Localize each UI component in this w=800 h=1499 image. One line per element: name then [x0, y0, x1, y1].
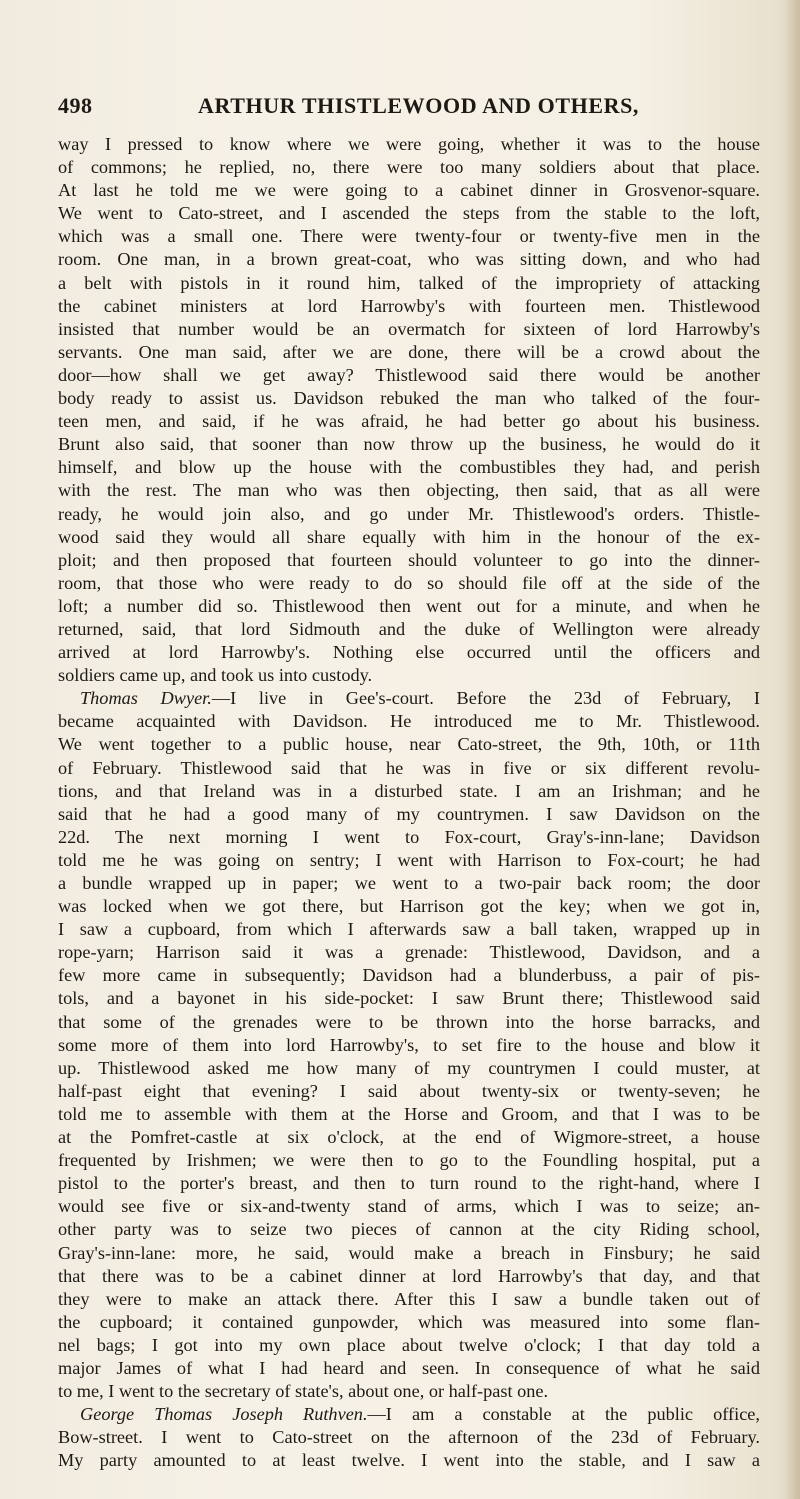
paragraph-2 — [58, 687, 760, 1403]
text-line: major James of what I had heard and seen. In consequence of what he said — [58, 1357, 760, 1378]
text-line: I saw a cupboard, from which I afterwards saw a ball taken, wrapped up in — [58, 919, 760, 940]
text-line: became acquainted with Davidson. He introduced me to Mr. Thistlewood. — [58, 711, 760, 732]
text-line: of February. Thistlewood said that he was in five or six different revolu- — [58, 757, 760, 778]
text-line: loft; a number did so. Thistlewood then went out for a minute, and when he — [58, 595, 760, 616]
text-line: way I pressed to know where we were going, whether it was to the house — [58, 134, 760, 154]
paragraph-3 — [58, 1403, 760, 1472]
text-line: with the rest. The man who was then objecting, then said, that as all were — [58, 480, 760, 501]
text-line: a belt with pistols in it round him, talked of the impropriety of attacking — [58, 272, 760, 293]
text-line: wood said they would all share equally with him in the honour of the ex- — [58, 526, 760, 547]
paragraph-first-line — [58, 687, 760, 710]
text-line: half-past eight that evening? I said about twenty-six or twenty-seven; he — [58, 1080, 760, 1101]
text-line: returned, said, that lord Sidmouth and the duke of Wellington were already — [58, 618, 760, 639]
text-line: room, that those who were ready to do so should file off at the side of the — [58, 572, 760, 593]
page-header — [58, 93, 760, 123]
text-line: We went to Cato-street, and I ascended the steps from the stable to the loft, — [58, 203, 760, 224]
body-text — [58, 133, 760, 1472]
text-line: My party amounted to at least twelve. I went into the stable, and I saw a — [58, 1450, 760, 1471]
text-line: rope-yarn; Harrison said it was a grenade: Thistlewood, Davidson, and a — [58, 942, 760, 963]
text-line: that there was to be a cabinet dinner at lord Harrowby's that day, and that — [58, 1265, 760, 1286]
text-line: teen men, and said, if he was afraid, he had better go about his business. — [58, 411, 760, 432]
text-line: 22d. The next morning I went to Fox-court, Gray's-inn-lane; Davidson — [58, 826, 760, 847]
page-number: 498 — [58, 93, 93, 118]
line-text: —I am a constable at the public office, — [367, 1404, 760, 1425]
text-line: servants. One man said, after we are done, there will be a crowd about the — [58, 341, 760, 362]
line-text: —I live in Gee's-court. Before the 23d of February, I — [211, 688, 760, 709]
text-line: to me, I went to the secretary of state's, about one, or half-past one. — [58, 1381, 549, 1402]
text-line: Bow-street. I went to Cato-street on the afternoon of the 23d of February. — [58, 1427, 760, 1448]
text-line: of commons; he replied, no, there were too many soldiers about that place. — [58, 157, 760, 178]
text-line: door—how shall we get away? Thistlewood said there would be another — [58, 364, 760, 385]
text-line: was locked when we got there, but Harrison got the key; when we got in, — [58, 896, 760, 917]
paragraph-1 — [58, 133, 760, 687]
text-line: Gray's-inn-lane: more, he said, would make a breach in Finsbury; he said — [58, 1242, 760, 1263]
text-line: body ready to assist us. Davidson rebuked the man who talked of the four- — [58, 388, 760, 409]
text-line: at the Pomfret-castle at six o'clock, at the end of Wigmore-street, a house — [58, 1127, 760, 1148]
text-line: nel bags; I got into my own place about twelve o'clock; I that day told a — [58, 1334, 760, 1355]
text-line: the cupboard; it contained gunpowder, which was measured into some flan- — [58, 1311, 760, 1332]
text-line: room. One man, in a brown great-coat, who was sitting down, and who had — [58, 249, 760, 270]
text-line: insisted that number would be an overmatch for sixteen of lord Harrowby's — [58, 318, 760, 339]
text-line: himself, and blow up the house with the combustibles they had, and perish — [58, 457, 760, 478]
text-line: said that he had a good many of my countrymen. I saw Davidson on the — [58, 803, 760, 824]
text-line: We went together to a public house, near Cato-street, the 9th, 10th, or 11th — [58, 734, 760, 755]
text-line: arrived at lord Harrowby's. Nothing else occurred until the officers and — [58, 642, 760, 663]
paragraph-first-line — [58, 1403, 760, 1426]
text-line: told me to assemble with them at the Horse and Groom, and that I was to be — [58, 1103, 760, 1124]
text-line: a bundle wrapped up in paper; we went to a two-pair back room; the door — [58, 873, 760, 893]
text-line: ready, he would join also, and go under Mr. Thistlewood's orders. Thistle- — [58, 503, 760, 524]
speaker-name: Thomas Dwyer. — [80, 688, 212, 709]
text-line: soldiers came up, and took us into custody. — [58, 665, 373, 686]
page-edge-shadow — [786, 0, 800, 1499]
text-line: they were to make an attack there. After this I saw a bundle taken out of — [58, 1288, 760, 1309]
running-head: ARTHUR THISTLEWOOD AND OTHERS, — [198, 93, 640, 118]
text-line: frequented by Irishmen; we were then to go to the Foundling hospital, put a — [58, 1150, 760, 1171]
speaker-name: George Thomas Joseph Ruthven. — [80, 1404, 368, 1425]
text-line: Brunt also said, that sooner than now throw up the business, he would do it — [58, 434, 760, 455]
text-line: the cabinet ministers at lord Harrowby's with fourteen men. Thistlewood — [58, 295, 760, 316]
text-line: other party was to seize two pieces of cannon at the city Riding school, — [58, 1219, 760, 1240]
text-line: tols, and a bayonet in his side-pocket: I saw Brunt there; Thistlewood said — [58, 988, 760, 1009]
text-line: some more of them into lord Harrowby's, to set fire to the house and blow it — [58, 1034, 760, 1055]
text-line: that some of the grenades were to be thrown into the horse barracks, and — [58, 1011, 760, 1032]
text-line: told me he was going on sentry; I went with Harrison to Fox-court; he had — [58, 849, 760, 870]
text-line: few more came in subsequently; Davidson had a blunderbuss, a pair of pis- — [58, 965, 760, 986]
text-line: would see five or six-and-twenty stand of arms, which I was to seize; an- — [58, 1196, 760, 1217]
text-line: pistol to the porter's breast, and then to turn round to the right-hand, where I — [58, 1173, 760, 1194]
text-line: tions, and that Ireland was in a disturbed state. I am an Irishman; and he — [58, 780, 760, 801]
text-line: ploit; and then proposed that fourteen should volunteer to go into the dinner- — [58, 549, 760, 570]
text-line: which was a small one. There were twenty-four or twenty-five men in the — [58, 226, 760, 247]
text-line: up. Thistlewood asked me how many of my countrymen I could muster, at — [58, 1057, 760, 1078]
text-line: At last he told me we were going to a cabinet dinner in Grosvenor-square. — [58, 180, 760, 201]
